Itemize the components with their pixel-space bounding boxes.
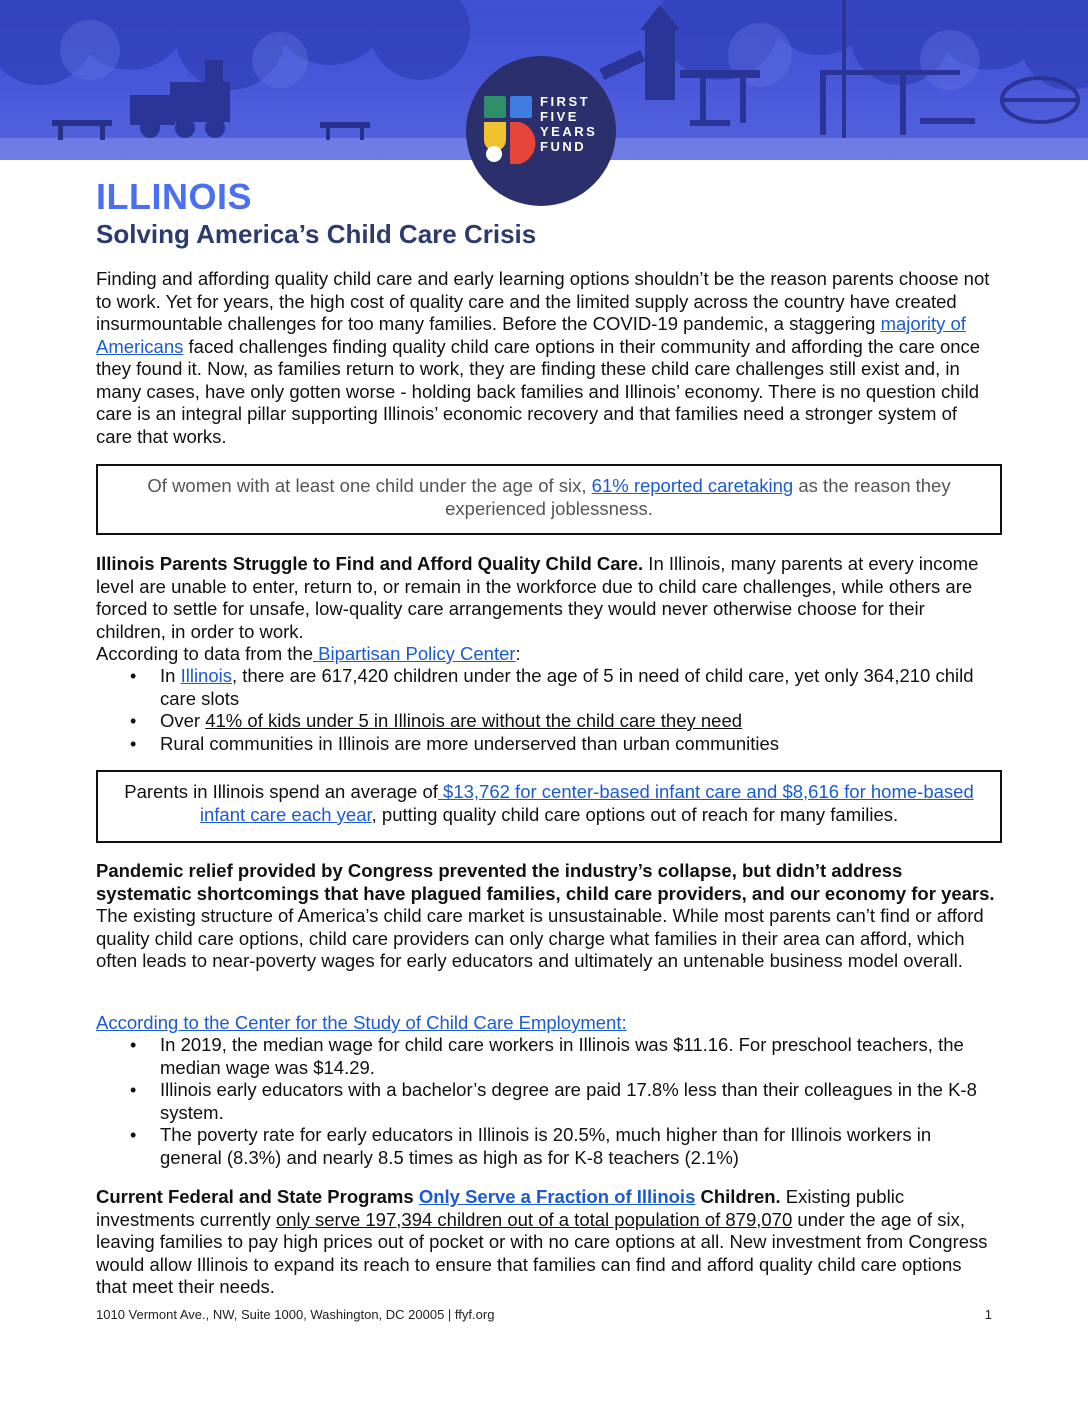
section1-bullet-list — [96, 665, 996, 755]
section2-bullet-list — [96, 1034, 996, 1169]
page-number: 1 — [984, 1307, 992, 1322]
section-pandemic-relief — [96, 860, 996, 973]
section1-source-colon: : — [515, 643, 521, 664]
section2-text: The existing structure of America’s child care market is unsustainable. While most parents can’t find or afford quality child care options, child care providers can only charge what families in their area can afford, which often leads to near-poverty wages for early educators and ultimately an untenable business model overall. — [96, 905, 984, 971]
list-item: • The poverty rate for early educators in Illinois is 20.5%, much higher than for Illinois workers in general (8.3%) and nearly 8.5 times as high as for K-8 teachers (2.1%) — [96, 1124, 996, 1169]
list-item: • In 2019, the median wage for child care workers in Illinois was $11.16. For preschool teachers, the median wage was $14.29. — [96, 1034, 996, 1079]
logo-line: FIRST — [540, 94, 591, 109]
only-serve-fraction-link[interactable]: Only Serve a Fraction of Illinois — [418, 1186, 696, 1207]
cscce-source-line — [96, 1012, 996, 1035]
footer-address: 1010 Vermont Ave., NW, Suite 1000, Washington, DC 20005 | ffyf.org — [96, 1307, 495, 1322]
section-federal-state-programs — [96, 1186, 996, 1299]
page-subtitle: Solving America’s Child Care Crisis — [96, 219, 537, 249]
logo-wordmark — [540, 94, 597, 154]
section3-text: Existing public investments currently — [96, 1186, 905, 1230]
infant-care-cost-link[interactable]: $13,762 for center-based infant care and $8,616 for home-based infant care each year — [199, 781, 974, 825]
intro-text-2: faced challenges finding quality child care options in their community and affording the care once they found it. Now, as families return to work, they are finding these child care challenges still exist and, in many cases, have only gotten worse - holding back families and Illinois’ economy. There is no question child care is an integral pillar supporting Illinois’ economic recovery and that families need a stronger system of care that works. — [96, 335, 981, 447]
list-item: • Illinois early educators with a bachelor’s degree are paid 17.8% less than their colleagues in the K-8 system. — [96, 1079, 996, 1124]
illinois-link[interactable]: Illinois — [180, 665, 232, 686]
section1-source-text: According to data from the — [96, 643, 313, 664]
state-title: ILLINOIS — [96, 176, 252, 217]
list-item — [96, 733, 996, 756]
cscce-link[interactable]: According to the Center for the Study of Child Care Employment: — [96, 1012, 627, 1033]
callout-box-infant-care-cost — [96, 770, 1002, 843]
majority-of-americans-link[interactable]: majority of Americans — [96, 313, 966, 357]
callout1-text-1: Of women with at least one child under the age of six, — [147, 475, 592, 496]
section3-underlined-text: only serve 197,394 children out of a total population of 879,070 — [275, 1208, 793, 1230]
list-item — [96, 665, 996, 710]
callout-box-joblessness — [96, 464, 1002, 535]
section2-heading: Pandemic relief provided by Congress prevented the industry’s collapse, but didn’t address systematic shortcomings that have plagued families, child care providers, and our economy for years. — [96, 860, 995, 904]
intro-text-1: Finding and affording quality child care and early learning options shouldn’t be the reason parents choose not to work. Yet for years, the high cost of quality care and the limited supply across the country have created insurmountable challenges for too many families. Before the COVID-19 pandemic, a staggering — [96, 268, 990, 334]
callout2-text-1: Parents in Illinois spend an average of — [124, 781, 438, 802]
list-item — [96, 710, 996, 733]
bipartisan-policy-center-link[interactable]: Bipartisan Policy Center — [312, 643, 516, 664]
bullet-underlined-text: 41% of kids under 5 in Illinois are without the child care they need — [205, 710, 743, 731]
logo-line: FIVE — [540, 109, 579, 124]
bullet-text: In — [160, 665, 181, 686]
callout1-text-2: as the reason they experienced joblessness. — [445, 475, 951, 519]
logo-line: FUND — [540, 139, 587, 154]
section1-text: In Illinois, many parents at every income level are unable to enter, return to, or remain in the workforce due to child care challenges, while others are forced to settle for unsafe, low-quality care arrangements they would never otherwise choose for their children, in order to work. — [96, 553, 979, 642]
section1-heading: Illinois Parents Struggle to Find and Afford Quality Child Care. — [96, 553, 644, 574]
ffyf-logo-mark-icon — [482, 94, 536, 164]
logo-line: YEARS — [540, 124, 598, 139]
intro-paragraph — [96, 268, 996, 448]
section3-heading-part: Current Federal and State Programs — [96, 1186, 419, 1207]
callout2-text-2: , putting quality child care options out of reach for many families. — [371, 803, 899, 825]
section3-text: under the age of six, leaving families to pay high prices out of pocket or with no care options at all. New investment from Congress would allow Illinois to expand its reach to ensure that families can find and afford quality child care options that meet their needs. — [96, 1208, 988, 1297]
section-parents-struggle — [96, 553, 996, 666]
reported-caretaking-link[interactable]: 61% reported caretaking — [591, 475, 794, 496]
bullet-text: , there are 617,420 children under the age of 5 in need of child care, yet only 364,210 child care slots — [160, 665, 974, 709]
section3-heading-part: Children. — [695, 1186, 781, 1207]
bullet-text: Over — [160, 710, 206, 731]
first-five-years-fund-logo — [466, 56, 616, 206]
page-footer — [96, 1307, 992, 1322]
bullet-text: Rural communities in Illinois are more underserved than urban communities — [160, 732, 780, 754]
